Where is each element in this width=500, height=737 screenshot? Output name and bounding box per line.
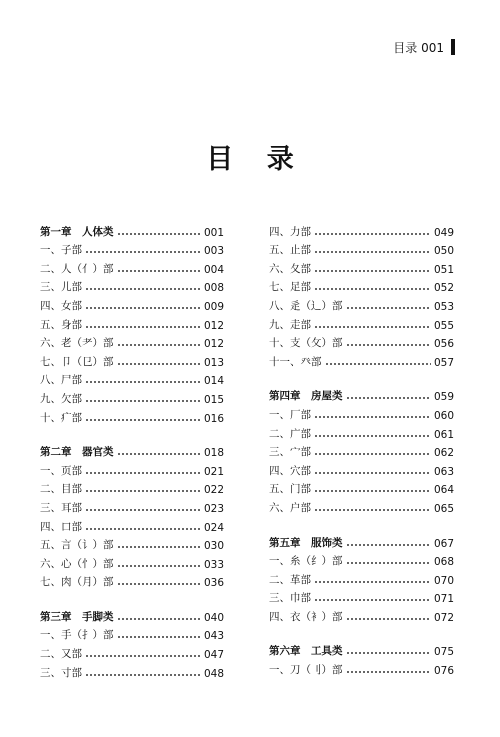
dot-leader (85, 527, 201, 531)
toc-page-number: 048 (203, 667, 224, 680)
toc-page-number: 043 (203, 630, 224, 643)
toc-page-number: 036 (203, 577, 224, 590)
toc-entry-label: 四、口部 (40, 520, 82, 533)
toc-spacer (269, 369, 454, 385)
toc-entry[interactable] (40, 642, 224, 661)
toc-page-number: 014 (203, 375, 224, 388)
toc-entry-label: 五、言（讠）部 (40, 539, 114, 552)
toc-page-number: 067 (433, 537, 454, 550)
toc-spacer (269, 515, 454, 531)
dot-leader (85, 471, 201, 475)
toc-entry[interactable] (269, 459, 454, 478)
toc-right-column (269, 220, 454, 677)
toc-entry-label: 二、目部 (40, 483, 82, 496)
toc-entry[interactable] (269, 350, 454, 369)
toc-entry-label: 一、子部 (40, 244, 82, 257)
header-bar-marker (451, 39, 455, 55)
dot-leader (85, 508, 201, 512)
dot-leader (346, 396, 431, 400)
dot-leader (117, 545, 201, 549)
toc-page-number: 071 (433, 593, 454, 606)
toc-entry-label: 三、巾部 (269, 592, 311, 605)
toc-page-number: 009 (203, 300, 224, 313)
toc-left-column (40, 220, 224, 680)
toc-entry[interactable] (40, 257, 224, 276)
toc-page-number: 021 (203, 465, 224, 478)
dot-leader (314, 250, 431, 254)
toc-entry[interactable] (40, 313, 224, 332)
toc-entry[interactable] (40, 406, 224, 425)
toc-page-number: 076 (433, 665, 454, 678)
dot-leader (85, 654, 201, 658)
toc-spacer (40, 425, 224, 441)
toc-page-number: 012 (203, 319, 224, 332)
toc-page-number: 004 (203, 263, 224, 276)
toc-entry-label: 六、户部 (269, 501, 311, 514)
toc-page-number: 050 (433, 245, 454, 258)
dot-leader (85, 287, 201, 291)
toc-entry[interactable] (269, 568, 454, 587)
dot-leader (314, 580, 431, 584)
toc-entry-label: 八、辵（辶）部 (269, 299, 343, 312)
toc-entry[interactable] (269, 257, 454, 276)
toc-entry[interactable] (269, 441, 454, 460)
toc-page-number: 008 (203, 282, 224, 295)
dot-leader (117, 362, 201, 366)
dot-leader (314, 415, 431, 419)
dot-leader (346, 651, 431, 655)
toc-chapter-entry[interactable] (269, 640, 454, 659)
toc-page-number: 061 (433, 428, 454, 441)
toc-entry-label: 一、糸（纟）部 (269, 555, 343, 568)
toc-entry-label: 四、女部 (40, 299, 82, 312)
toc-entry[interactable] (269, 313, 454, 332)
toc-entry[interactable] (40, 571, 224, 590)
toc-entry-label: 十一、癶部 (269, 355, 322, 368)
toc-entry[interactable] (269, 478, 454, 497)
toc-entry-label: 五、门部 (269, 483, 311, 496)
toc-chapter-entry[interactable] (40, 441, 224, 460)
toc-entry-label: 九、走部 (269, 318, 311, 331)
toc-entry-label: 八、尸部 (40, 374, 82, 387)
dot-leader (346, 543, 431, 547)
dot-leader (346, 670, 431, 674)
toc-page-number: 001 (203, 226, 224, 239)
toc-page-number: 018 (203, 447, 224, 460)
toc-page-number: 065 (433, 502, 454, 515)
dot-leader (314, 434, 431, 438)
dot-leader (117, 564, 201, 568)
dot-leader (314, 325, 431, 329)
toc-entry-label: 七、肉（月）部 (40, 576, 114, 589)
running-header-text: 目录 001 (393, 40, 444, 55)
toc-page-number: 053 (433, 300, 454, 313)
toc-entry[interactable] (40, 276, 224, 295)
toc-entry-label: 第四章 房屋类 (269, 390, 343, 403)
dot-leader (314, 489, 431, 493)
dot-leader (346, 617, 431, 621)
toc-entry-label: 十、疒部 (40, 411, 82, 424)
toc-spacer (269, 624, 454, 640)
toc-entry[interactable] (40, 369, 224, 388)
dot-leader (314, 508, 431, 512)
toc-spacer (40, 589, 224, 605)
toc-entry-label: 第三章 手脚类 (40, 610, 114, 623)
toc-entry-label: 第五章 服饰类 (269, 536, 343, 549)
toc-page-number: 003 (203, 245, 224, 258)
dot-leader (117, 269, 201, 273)
toc-entry-label: 二、革部 (269, 573, 311, 586)
toc-entry[interactable] (269, 587, 454, 606)
toc-entry-label: 一、厂部 (269, 408, 311, 421)
dot-leader (85, 399, 201, 403)
toc-entry[interactable] (40, 459, 224, 478)
toc-entry-label: 七、卩（㔾）部 (40, 355, 114, 368)
dot-leader (346, 343, 431, 347)
dot-leader (314, 232, 431, 236)
toc-page-number: 075 (433, 646, 454, 659)
dot-leader (314, 287, 431, 291)
toc-entry[interactable] (40, 496, 224, 515)
page-title: 目 录 (206, 144, 306, 175)
toc-entry-label: 二、又部 (40, 648, 82, 661)
dot-leader (346, 306, 431, 310)
dot-leader (117, 343, 201, 347)
toc-entry[interactable] (40, 552, 224, 571)
toc-page-number: 022 (203, 484, 224, 497)
toc-entry[interactable] (40, 294, 224, 313)
running-header (393, 38, 455, 56)
toc-entry[interactable] (40, 332, 224, 351)
toc-entry-label: 三、儿部 (40, 281, 82, 294)
toc-entry[interactable] (40, 515, 224, 534)
toc-entry-label: 六、老（耂）部 (40, 337, 114, 350)
toc-entry-label: 七、足部 (269, 281, 311, 294)
toc-entry-label: 第二章 器官类 (40, 446, 114, 459)
toc-page-number: 062 (433, 447, 454, 460)
toc-entry[interactable] (40, 387, 224, 406)
toc-entry[interactable] (40, 661, 224, 680)
toc-page-number: 016 (203, 412, 224, 425)
toc-entry-label: 九、欠部 (40, 392, 82, 405)
toc-entry[interactable] (269, 276, 454, 295)
dot-leader (117, 452, 201, 456)
toc-entry[interactable] (269, 658, 454, 677)
toc-page-number: 013 (203, 356, 224, 369)
toc-page-number: 024 (203, 521, 224, 534)
toc-entry-label: 第六章 工具类 (269, 645, 343, 658)
toc-entry[interactable] (269, 496, 454, 515)
dot-leader (314, 598, 431, 602)
toc-page-number: 064 (433, 484, 454, 497)
toc-entry-label: 四、力部 (269, 225, 311, 238)
dot-leader (117, 635, 201, 639)
toc-entry-label: 一、手（扌）部 (40, 629, 114, 642)
toc-page-number: 030 (203, 540, 224, 553)
toc-page-number: 012 (203, 338, 224, 351)
dot-leader (85, 489, 201, 493)
toc-page-number: 059 (433, 391, 454, 404)
toc-entry[interactable] (269, 403, 454, 422)
toc-page-number: 072 (433, 611, 454, 624)
toc-entry[interactable] (40, 239, 224, 258)
toc-entry-label: 六、夂部 (269, 262, 311, 275)
dot-leader (85, 673, 201, 677)
toc-page-number: 057 (433, 356, 454, 369)
toc-page-number: 052 (433, 282, 454, 295)
toc-entry[interactable] (269, 220, 454, 239)
toc-entry[interactable] (269, 605, 454, 624)
toc-entry-label: 二、广部 (269, 427, 311, 440)
toc-page-number: 068 (433, 556, 454, 569)
toc-entry[interactable] (269, 294, 454, 313)
toc-entry-label: 一、页部 (40, 464, 82, 477)
dot-leader (314, 471, 431, 475)
toc-entry-label: 第一章 人体类 (40, 225, 114, 238)
toc-entry[interactable] (269, 332, 454, 351)
toc-entry-label: 二、人（亻）部 (40, 262, 114, 275)
dot-leader (314, 452, 431, 456)
toc-page-number: 033 (203, 558, 224, 571)
toc-page-number: 047 (203, 649, 224, 662)
toc-chapter-entry[interactable] (40, 220, 224, 239)
toc-entry[interactable] (269, 550, 454, 569)
toc-entry[interactable] (40, 534, 224, 553)
toc-chapter-entry[interactable] (269, 385, 454, 404)
dot-leader (85, 306, 201, 310)
toc-page-number: 070 (433, 574, 454, 587)
dot-leader (117, 582, 201, 586)
dot-leader (325, 362, 431, 366)
toc-entry-label: 五、身部 (40, 318, 82, 331)
dot-leader (85, 418, 201, 422)
dot-leader (85, 325, 201, 329)
toc-entry[interactable] (269, 239, 454, 258)
toc-entry-label: 四、穴部 (269, 464, 311, 477)
toc-page-number: 063 (433, 465, 454, 478)
toc-entry-label: 五、止部 (269, 244, 311, 257)
toc-page-number: 051 (433, 263, 454, 276)
toc-page-number: 060 (433, 409, 454, 422)
toc-page-number: 049 (433, 226, 454, 239)
toc-chapter-entry[interactable] (269, 531, 454, 550)
toc-entry-label: 三、寸部 (40, 666, 82, 679)
toc-entry-label: 三、宀部 (269, 446, 311, 459)
toc-entry-label: 三、耳部 (40, 501, 82, 514)
toc-entry[interactable] (40, 624, 224, 643)
dot-leader (85, 250, 201, 254)
toc-page-number: 040 (203, 611, 224, 624)
toc-page-number: 015 (203, 393, 224, 406)
dot-leader (117, 232, 201, 236)
toc-entry[interactable] (40, 350, 224, 369)
toc-entry[interactable] (269, 422, 454, 441)
toc-page-number: 055 (433, 319, 454, 332)
dot-leader (346, 561, 431, 565)
toc-entry[interactable] (40, 478, 224, 497)
dot-leader (85, 380, 201, 384)
toc-entry-label: 六、心（忄）部 (40, 557, 114, 570)
toc-entry-label: 四、衣（衤）部 (269, 610, 343, 623)
toc-page-number: 023 (203, 502, 224, 515)
dot-leader (314, 269, 431, 273)
toc-entry-label: 一、刀（刂）部 (269, 664, 343, 677)
dot-leader (117, 617, 201, 621)
toc-entry-label: 十、支（攵）部 (269, 337, 343, 350)
toc-page-number: 056 (433, 338, 454, 351)
toc-chapter-entry[interactable] (40, 605, 224, 624)
